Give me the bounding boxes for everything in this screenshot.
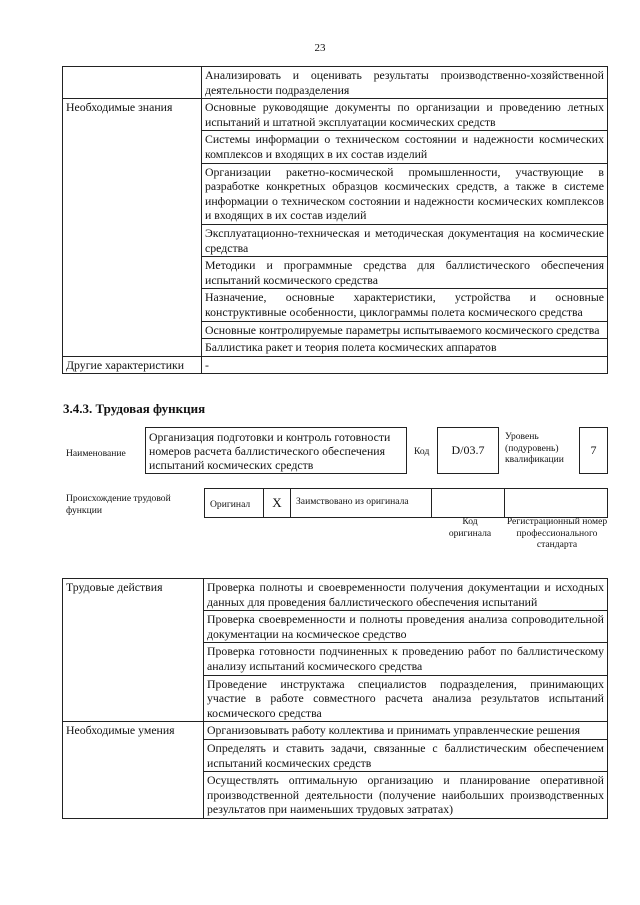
level-value-box bbox=[579, 427, 608, 474]
table1-cell: Основные руководящие документы по организации и проведению летных испытаний и штатной эксплуатации космических средств bbox=[202, 99, 608, 131]
table2-row-label: Необходимые умения bbox=[63, 722, 204, 819]
table2-row-label: Трудовые действия bbox=[63, 579, 204, 722]
table2-cell: Проведение инструктажа специалистов подразделения, принимающих участие в работе совместного расчета анализа результатов испытаний космического средства bbox=[204, 675, 608, 722]
origin-code-caption: Код оригинала bbox=[448, 516, 492, 539]
table1-cell: - bbox=[202, 356, 608, 374]
table1-row-label bbox=[63, 67, 202, 99]
level-value: 7 bbox=[590, 443, 597, 457]
table2-cell: Организовывать работу коллектива и принимать управленческие решения bbox=[204, 722, 608, 740]
table1-cell: Системы информации о техническом состоянии и надежности космических комплексов и входящих в их состав изделий bbox=[202, 131, 608, 163]
knowledge-table bbox=[62, 66, 608, 374]
table1-cell: Баллистика ракет и теория полета космических аппаратов bbox=[202, 339, 608, 357]
table1-row-label: Необходимые знания bbox=[63, 99, 202, 357]
table1-cell: Эксплуатационно-техническая и методическая документация на космические средства bbox=[202, 224, 608, 256]
origin-reg-cell bbox=[504, 488, 608, 518]
origin-reg-caption: Регистрационный номер профессионального стандарта bbox=[506, 516, 608, 550]
table2-cell: Осуществлять оптимальную организацию и планирование оперативной производственной деятельности (получение наибольших производственных результатов при наименьших трудовых затратах) bbox=[204, 772, 608, 819]
name-value-box bbox=[145, 427, 407, 474]
table1-row-label: Другие характеристики bbox=[63, 356, 202, 374]
actions-table bbox=[62, 578, 608, 819]
table1-cell: Назначение, основные характеристики, устройства и основные конструктивные особенности, циклограммы полета космического средства bbox=[202, 289, 608, 321]
table1-cell: Организации ракетно-космической промышленности, участвующие в разработке конкретных образцов космических средств, а также в системе информации о техническом состоянии и надежности космических комплексов и входящих в их состав изделий bbox=[202, 163, 608, 224]
page-number: 23 bbox=[314, 42, 326, 54]
origin-label: Происхождение трудовой функции bbox=[66, 493, 171, 516]
level-label: Уровень (подуровень) квалификации bbox=[505, 431, 564, 465]
origin-mark-cell bbox=[263, 488, 291, 518]
table1-cell: Анализировать и оценивать результаты производственно-хозяйственной деятельности подразделения bbox=[202, 67, 608, 99]
table2-cell: Проверка полноты и своевременности получения документации и исходных данных для проведения баллистического обеспечения испытаний bbox=[204, 579, 608, 611]
table2-cell: Проверка своевременности и полноты проведения анализа сопроводительной документации на космическое средство bbox=[204, 611, 608, 643]
table1-cell: Методики и программные средства для баллистического обеспечения испытаний космического средства bbox=[202, 257, 608, 289]
name-label: Наименование bbox=[66, 448, 126, 459]
table2-cell: Определять и ставить задачи, связанные с баллистическим обеспечением испытаний космических средств bbox=[204, 739, 608, 771]
table1-cell: Основные контролируемые параметры испытываемого космического средства bbox=[202, 321, 608, 339]
table2-cell: Проверка готовности подчиненных к проведению работ по баллистическому анализу испытаний космического средства bbox=[204, 643, 608, 675]
section-title: 3.4.3. Трудовая функция bbox=[63, 401, 206, 416]
code-value-box bbox=[437, 427, 499, 474]
origin-original-label: Оригинал bbox=[210, 499, 251, 510]
code-value: D/03.7 bbox=[451, 443, 485, 457]
origin-mark: X bbox=[272, 495, 282, 510]
origin-original-cell bbox=[204, 488, 264, 518]
name-value: Организация подготовки и контроль готовности номеров расчета баллистического обеспечения испытаний космических средств bbox=[149, 430, 391, 472]
code-label: Код bbox=[414, 446, 430, 457]
origin-code-cell bbox=[431, 488, 505, 518]
origin-borrowed-cell bbox=[290, 488, 432, 518]
origin-borrowed-label: Заимствовано из оригинала bbox=[296, 496, 409, 507]
